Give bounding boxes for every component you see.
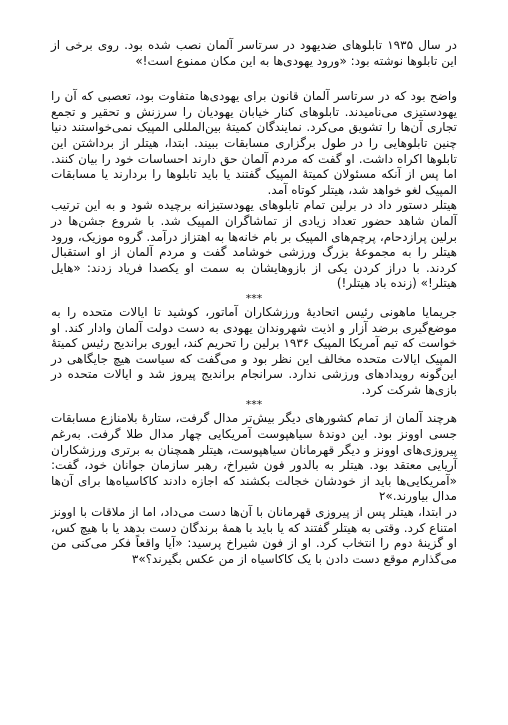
paragraph-mahoney: جریمایا ماهونی رئیس اتحادیهٔ ورزشکاران آماتور، کوشید تا ایالات متحده را به موضع‌گیری برضد آزار و اذیت شهروندان یهودی به دست دولت آلمان وادار کند. او خواست که تیم آمریکا المپیک ۱۹۳۶ برلین را تحریم کند، ایوری براندیج رئیس کمیتهٔ المپیک ایالات متحده مخالف این نظر بود و می‌گفت که سیاست هیچ جایگاهی در این‌گونه رویدادهای ورزشی ندارد. سرانجام براندیج پیروز شد و ایالات متحده در بازی‌ها شرکت کرد. (51, 304, 457, 397)
paragraph-hitler-order: هیتلر دستور داد در برلین تمام تابلوهای یهودستیزانه برچیده شود و به این ترتیب آلمان شاهد حضور تعداد زیادی از تماشاگران المپیک شد. با شروع جشن‌ها در برلین پرازدحام، پرچم‌های المپیک بر بام خانه‌ها به اهتزاز درآمد. گروه موزیک، ورود هیتلر را به مجموعهٔ بزرگ ورزشی خوشامد گفت و مردم آلمان از او استقبال کردند. با دراز کردن یکی از بازوهایشان به سمت او یکصدا فریاد زدند: «هایل هیتلر!» (زنده باد هیتلر!) (51, 198, 457, 291)
paragraph-handshake: در ابتدا، هیتلر پس از پیروزی قهرمانان با آن‌ها دست می‌داد، اما از ملاقات با اوونز امتناع کرد. وقتی به هیتلر گفتند که یا باید با همهٔ برندگان دست بدهد یا با هیچ کس، او گزینهٔ دوم را انتخاب کرد. او از فون شیراخ پرسید: «آیا واقعاً فکر می‌کنی من می‌گذارم موقع دست دادن با یک کاکاسیاه از من عکس بگیرند؟»۳ (51, 505, 457, 566)
paragraph-jesse-owens: هرچند آلمان از تمام کشورهای دیگر بیش‌تر مدال گرفت، ستارهٔ بلامنازع مسابقات جسی اوونز بود. این دوندهٔ سیاهپوست آمریکایی چهار مدال طلا گرفت. به‌رغم پیروزی‌های اوونز و دیگر قهرمانان سیاهپوست، هیتلر همچنان به برتری ورزشکاران آریایی معتقد بود. هیتلر به بالدور فون شیراخ، رهبر سازمان جوانان خود، گفت: «آمریکایی‌ها باید از خودشان خجالت بکشند که اجازه دادند کاکاسیاه‌ها برای آن‌ها مدال بیاورند.»۲ (51, 411, 457, 504)
section-separator: *** (245, 398, 263, 412)
section-separator: *** (245, 291, 263, 305)
paragraph-antisemitism: واضح بود که در سرتاسر آلمان قانون برای یهودی‌ها متفاوت بود، تعصبی که آن را یهودستیزی می‌نامیدند. تابلوهای کنار خیابان یهودیان را سرزنش و تحقیر و تجمع تجاری آن‌ها را تشویق می‌کرد. نمایندگان کمیتهٔ بین‌المللی المپیک نمی‌خواستند دنیا چنین تابلوهایی را در طول برگزاری مسابقات ببیند. ابتدا، هیتلر از برداشتن این تابلوها اکراه داشت. او گفت که مردم آلمان حق دارند احساسات خود را بیان کنند. اما پس از آنکه مسئولان کمیتهٔ المپیک گفتند یا باید تابلوها را بردارند یا مسابقات المپیک لغو خواهد شد، هیتلر کوتاه آمد. (51, 89, 457, 197)
paragraph-gap (51, 69, 457, 89)
paragraph-tabloid-1935: در سال ۱۹۳۵ تابلوهای ضدیهود در سرتاسر آلمان نصب شده بود. روی برخی از این تابلوها نوشته بود: «ورود یهودی‌ها به این مکان ممنوع است!» (51, 38, 457, 68)
